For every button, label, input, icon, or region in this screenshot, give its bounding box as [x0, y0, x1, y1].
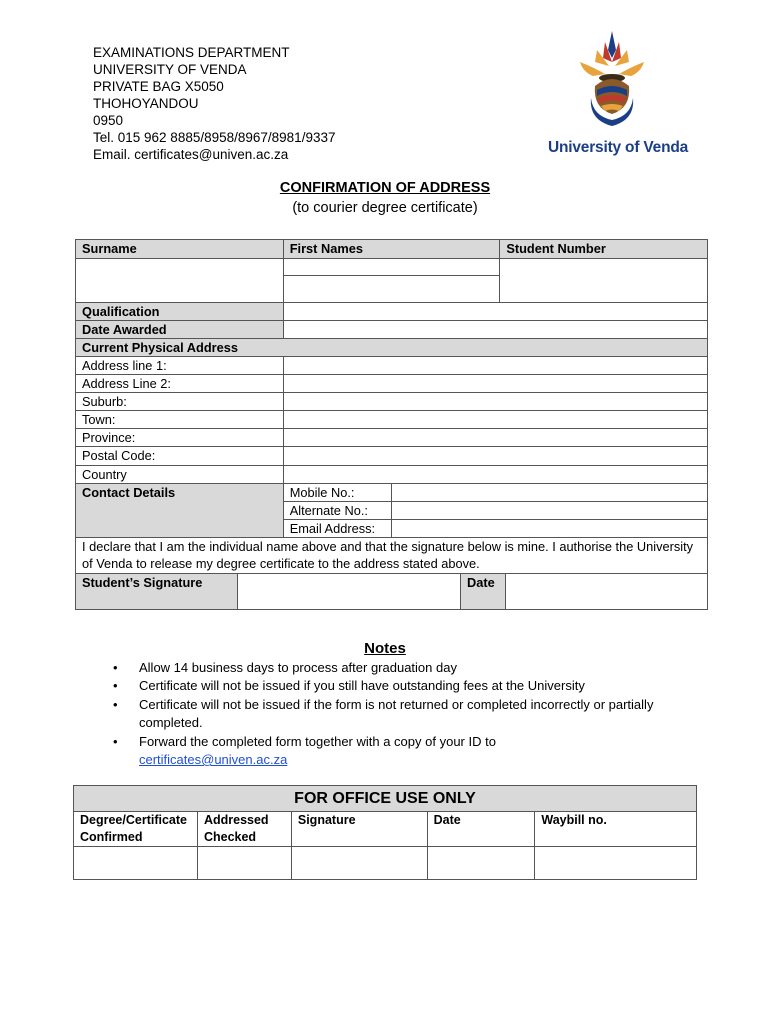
address-form-table	[75, 239, 708, 610]
university-logo-text: University of Venda	[548, 139, 689, 156]
address-line2-label: Address Line 2:	[76, 375, 284, 393]
country-label: Country	[76, 466, 284, 484]
address-line1-field[interactable]	[283, 357, 707, 375]
office-degree-confirmed-field[interactable]	[74, 847, 198, 880]
phone-line: Tel. 015 962 8885/8958/8967/8981/9337	[93, 130, 336, 145]
date-label: Date	[461, 574, 506, 609]
province-label: Province:	[76, 429, 284, 447]
office-use-table	[73, 785, 697, 880]
contact-details-label: Contact Details	[76, 484, 284, 538]
first-names-label: First Names	[283, 240, 500, 259]
note-text: Forward the completed form together with a copy of your ID to	[139, 733, 496, 749]
address-line: 0950	[93, 113, 124, 128]
student-number-field[interactable]	[500, 259, 708, 303]
qualification-field[interactable]	[283, 303, 707, 321]
signature-row	[76, 574, 708, 610]
first-names-field-2[interactable]	[283, 276, 500, 303]
mobile-label: Mobile No.:	[283, 484, 391, 502]
alternate-number-label: Alternate No.:	[283, 502, 391, 520]
department-address	[93, 44, 335, 163]
date-field[interactable]	[506, 574, 707, 609]
email-line: Email. certificates@univen.ac.za	[93, 147, 289, 162]
note-item: • Certificate will not be issued if the form is not returned or completed incorrectly or partially completed.	[113, 696, 683, 733]
province-field[interactable]	[283, 429, 707, 447]
alternate-number-field[interactable]	[391, 502, 707, 520]
suburb-field[interactable]	[283, 393, 707, 411]
office-col-degree-confirmed: Degree/Certificate Confirmed	[74, 812, 198, 847]
postal-code-label: Postal Code:	[76, 447, 284, 466]
address-line: UNIVERSITY OF VENDA	[93, 62, 247, 77]
student-number-label: Student Number	[500, 240, 708, 259]
postal-code-field[interactable]	[283, 447, 707, 466]
signature-label: Student’s Signature	[76, 574, 238, 609]
qualification-label: Qualification	[76, 303, 284, 321]
surname-label: Surname	[76, 240, 284, 259]
notes-heading: Notes	[364, 640, 406, 657]
office-date-field[interactable]	[427, 847, 535, 880]
address-line: THOHOYANDOU	[93, 96, 199, 111]
email-label: Email Address:	[283, 520, 391, 538]
date-awarded-field[interactable]	[283, 321, 707, 339]
office-signature-field[interactable]	[291, 847, 427, 880]
mobile-field[interactable]	[391, 484, 707, 502]
form-title: CONFIRMATION OF ADDRESS	[279, 180, 491, 196]
note-item: • Certificate will not be issued if you still have outstanding fees at the University	[113, 677, 683, 695]
town-label: Town:	[76, 411, 284, 429]
office-col-waybill: Waybill no.	[535, 812, 697, 847]
office-col-address-checked: Addressed Checked	[197, 812, 291, 847]
note-item: • Allow 14 business days to process after graduation day	[113, 659, 683, 677]
address-line: PRIVATE BAG X5050	[93, 79, 224, 94]
first-names-field-1[interactable]	[283, 259, 500, 276]
address-line2-field[interactable]	[283, 375, 707, 393]
office-address-checked-field[interactable]	[197, 847, 291, 880]
office-col-date: Date	[427, 812, 535, 847]
email-field[interactable]	[391, 520, 707, 538]
notes-list	[113, 659, 683, 769]
address-line1-label: Address line 1:	[76, 357, 284, 375]
office-waybill-field[interactable]	[535, 847, 697, 880]
declaration-text: I declare that I am the individual name above and that the signature below is mine. I authorise the University of Venda to release my degree certificate to the address stated above.	[76, 538, 708, 574]
form-subtitle: (to courier degree certificate)	[292, 200, 478, 216]
physical-address-heading: Current Physical Address	[76, 339, 708, 357]
address-line: EXAMINATIONS DEPARTMENT	[93, 45, 290, 60]
town-field[interactable]	[283, 411, 707, 429]
surname-field[interactable]	[76, 259, 284, 303]
date-awarded-label: Date Awarded	[76, 321, 284, 339]
email-link[interactable]: certificates@univen.ac.za	[139, 752, 288, 768]
suburb-label: Suburb:	[76, 393, 284, 411]
note-item	[113, 733, 683, 770]
office-col-signature: Signature	[291, 812, 427, 847]
signature-field[interactable]	[238, 574, 461, 609]
country-field[interactable]	[283, 466, 707, 484]
office-use-heading: FOR OFFICE USE ONLY	[74, 786, 697, 812]
